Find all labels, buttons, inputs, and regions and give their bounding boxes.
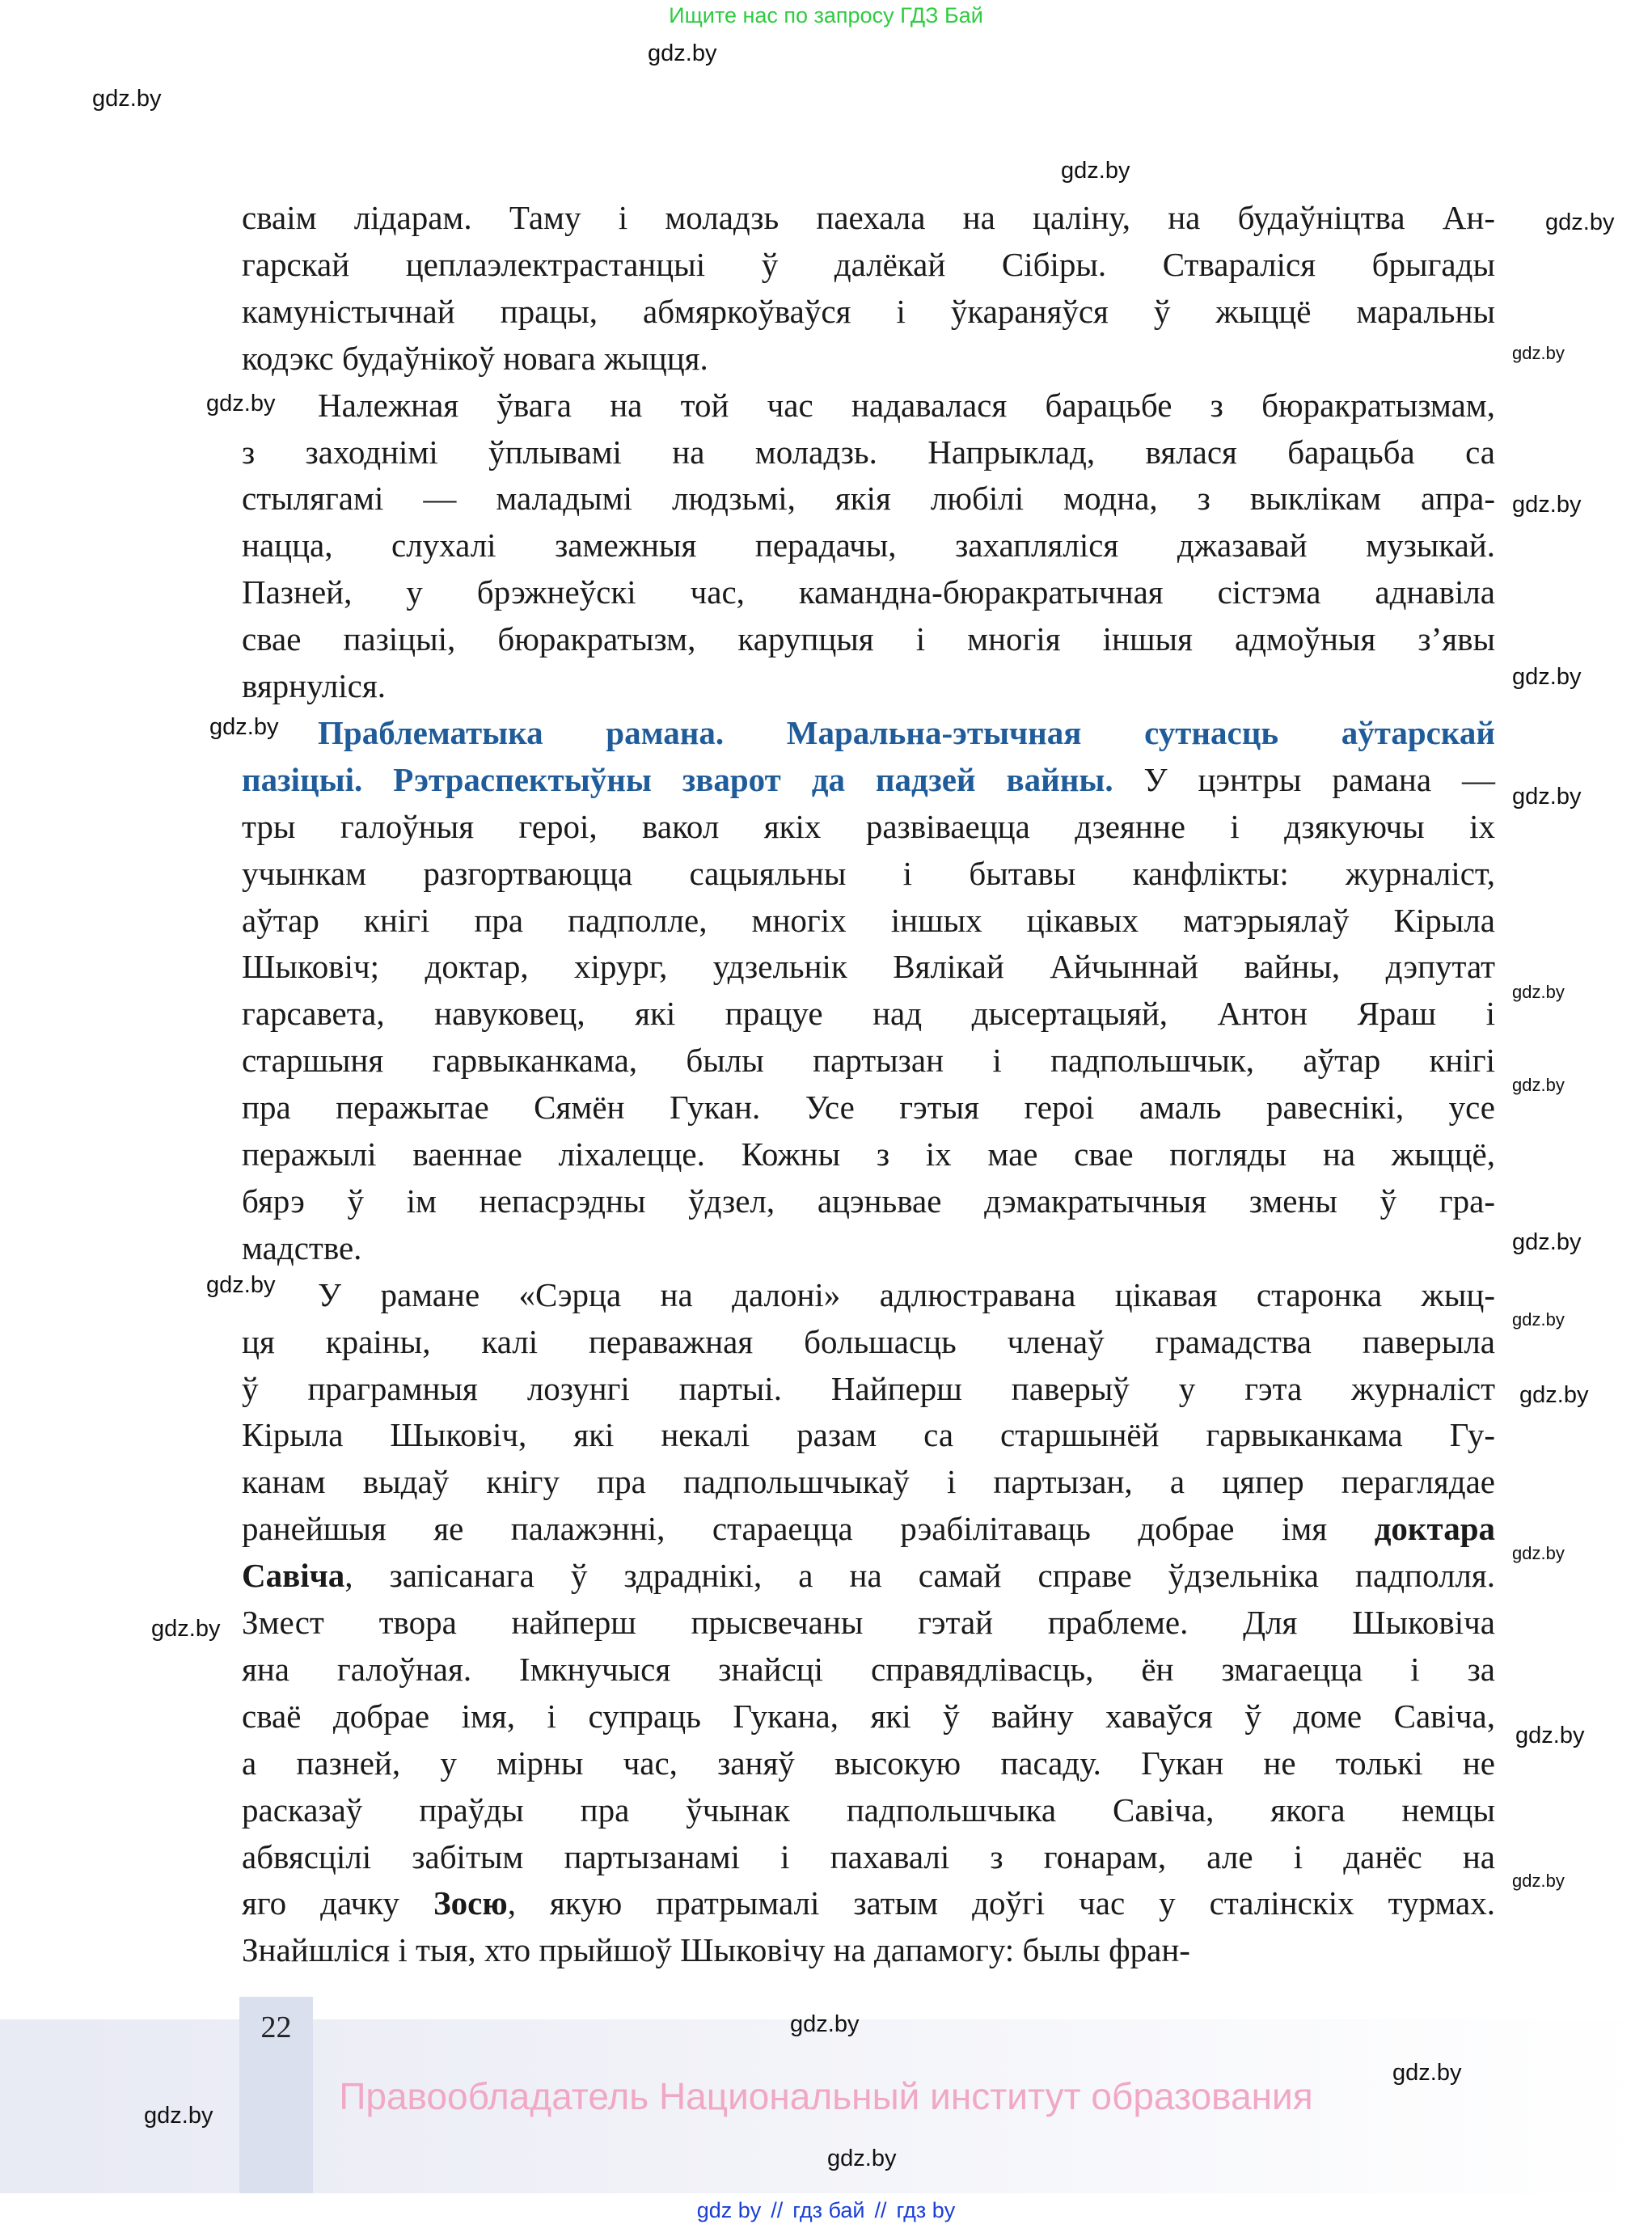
section-heading: Праблематыка рамана. Маральна-этычная сутнасць аўтарскай <box>318 713 1495 751</box>
text-line <box>242 1646 1495 1693</box>
text-line <box>242 1786 1495 1833</box>
text-line <box>242 850 1495 897</box>
text-segment: канам выдаў кнігу пра падпольшчыкаў і партызан, а цяпер пераглядае <box>242 1463 1495 1501</box>
text-segment: нацца, слухалі замежныя перадачы, захапляліся джазавай музыкай. <box>242 526 1495 564</box>
watermark: gdz.by <box>144 2103 213 2129</box>
text-line <box>318 1271 1495 1318</box>
text-segment: перажылі ваеннае ліхалецце. Кожны з іх мае свае погляды на жыццё, <box>242 1135 1495 1173</box>
text-line <box>242 288 1495 335</box>
bottom-links <box>0 2198 1652 2223</box>
text-line <box>242 1318 1495 1365</box>
watermark: gdz.by <box>1512 1309 1565 1330</box>
text-line <box>242 1178 1495 1224</box>
text-line <box>242 1365 1495 1412</box>
watermark: gdz.by <box>1515 1723 1585 1748</box>
text-line <box>242 1926 1495 1973</box>
text-line <box>242 429 1495 476</box>
watermark: gdz.by <box>1392 2060 1462 2086</box>
text-line <box>242 1505 1495 1552</box>
text-line <box>242 990 1495 1037</box>
text-segment: , запісанага ў здраднікі, а на самай справе ўдзельніка падполля. <box>344 1557 1495 1595</box>
watermark: gdz.by <box>1512 664 1582 690</box>
watermark: gdz.by <box>92 86 162 112</box>
text-line <box>242 475 1495 522</box>
watermark: gdz.by <box>648 40 717 66</box>
text-line <box>242 1879 1495 1926</box>
text-segment: кодэкс будаўнікоў новага жыцця. <box>242 339 708 377</box>
watermark: gdz.by <box>1512 1229 1582 1255</box>
text-line <box>318 709 1495 756</box>
text-segment: стылягамі — маладымі людзьмі, якія любілі модна, з выклікам апра- <box>242 480 1495 518</box>
text-segment: ў праграмныя лозунгі партыі. Найперш паверыў у гэта журналіст <box>242 1369 1495 1407</box>
watermark: gdz.by <box>206 391 276 416</box>
text-line <box>242 569 1495 615</box>
watermark: gdz.by <box>1545 209 1615 235</box>
text-segment: расказаў праўды пра ўчынак падпольшчыка Савіча, якога немцы <box>242 1791 1495 1829</box>
separator: // <box>771 2198 784 2222</box>
watermark: gdz.by <box>209 714 279 740</box>
text-line <box>242 1224 1495 1271</box>
link-gdz-by[interactable]: gdz by <box>696 2198 762 2222</box>
watermark: gdz.by <box>1512 784 1582 810</box>
text-line <box>242 522 1495 569</box>
bold-name: Зосю <box>433 1884 508 1922</box>
text-segment: старшыня гарвыканкама, былы партызан і падпольшчык, аўтар кнігі <box>242 1042 1495 1080</box>
text-line <box>242 897 1495 944</box>
text-segment: У цэнтры рамана — <box>1113 760 1495 798</box>
watermark: gdz.by <box>1512 1075 1565 1095</box>
text-segment: ранейшыя яе палажэнні, стараецца рэабілітаваць добрае імя <box>242 1510 1375 1548</box>
text-segment: Належная ўвага на той час надавалася барацьбе з бюракратызмам, <box>318 386 1495 424</box>
text-segment: гарсавета, навуковец, які працуе над дысертацыяй, Антон Яраш і <box>242 995 1495 1033</box>
text-segment: яго дачку <box>242 1884 434 1922</box>
text-segment: з заходнімі ўплывамі на моладзь. Напрыклад, вялася барацьба са <box>242 433 1495 471</box>
section-heading: пазіцыі. Рэтраспектыўны зварот да падзей вайны. <box>242 760 1113 798</box>
text-line <box>242 615 1495 662</box>
link-gdz-by-2[interactable]: гдз by <box>896 2198 956 2222</box>
watermark: gdz.by <box>1512 982 1565 1002</box>
text-segment: Пазней, у брэжнеўскі час, камандна-бюракратычная сістэма аднавіла <box>242 573 1495 611</box>
text-segment: , якую пратрымалі затым доўгі час у сталінскіх турмах. <box>507 1884 1495 1922</box>
watermark: gdz.by <box>827 2146 897 2171</box>
text-segment: сваё добрае імя, і супраць Гукана, які ў вайну хаваўся ў доме Савіча, <box>242 1697 1495 1735</box>
text-line <box>242 1037 1495 1084</box>
text-line <box>242 1084 1495 1131</box>
text-line <box>242 1833 1495 1880</box>
text-segment: абвясцілі забітым партызанамі і пахавалі з гонарам, але і данёс на <box>242 1837 1495 1875</box>
text-line <box>242 803 1495 850</box>
text-segment: бярэ ў ім непасрэдны ўдзел, ацэньвае дэмакратычныя змены ў гра- <box>242 1182 1495 1220</box>
watermark: gdz.by <box>1512 1543 1565 1563</box>
text-line <box>242 335 1495 382</box>
page-number: 22 <box>260 2010 292 2044</box>
text-line <box>242 1411 1495 1458</box>
text-segment: У рамане «Сэрца на далоні» адлюстравана цікавая старонка жыц- <box>318 1275 1495 1313</box>
text-line <box>242 1458 1495 1505</box>
text-line <box>242 1599 1495 1646</box>
watermark: gdz.by <box>1512 1871 1565 1891</box>
text-segment: камуністычнай працы, абмяркоўваўся і ўкараняўся ў жыццё маральны <box>242 292 1495 330</box>
text-segment: Знайшліся і тыя, хто прыйшоў Шыковічу на дапамогу: былы фран- <box>242 1931 1190 1969</box>
watermark: gdz.by <box>1512 343 1565 363</box>
text-segment: сваім лідарам. Таму і моладзь паехала на цаліну, на будаўніцтва Ан- <box>242 199 1495 236</box>
text-segment: гарскай цеплаэлектрастанцыі ў далёкай Сібіры. Стварaліся брыгады <box>242 245 1495 283</box>
text-segment: свае пазіцыі, бюракратызм, карупцыя і многія іншыя адмоўныя з’явы <box>242 620 1495 658</box>
text-segment: Кірыла Шыковіч, які некалі разам са старшынёй гарвыканкама Гу- <box>242 1416 1495 1454</box>
text-line <box>242 241 1495 288</box>
text-line <box>242 1131 1495 1178</box>
text-segment: аўтар кнігі пра падполле, многіх іншых цікавых матэрыялаў Кірыла <box>242 901 1495 939</box>
bold-name: Савіча <box>242 1557 345 1595</box>
text-segment: учынкам разгортваюцца сацыяльны і бытавы канфлікты: журналіст, <box>242 854 1495 892</box>
watermark: gdz.by <box>1061 158 1130 184</box>
text-segment: а пазней, у мірны час, заняў высокую пасаду. Гукан не толькі не <box>242 1744 1495 1782</box>
watermark: gdz.by <box>1519 1382 1589 1408</box>
text-line <box>242 1552 1495 1599</box>
text-line <box>242 662 1495 709</box>
link-gdz-bai[interactable]: гдз бай <box>792 2198 865 2222</box>
text-line <box>242 1740 1495 1786</box>
text-segment: вярнуліся. <box>242 667 386 704</box>
text-segment: мадстве. <box>242 1228 362 1266</box>
watermark: gdz.by <box>151 1616 221 1642</box>
text-line <box>242 943 1495 990</box>
top-search-note: Ищите нас по запросу ГДЗ Бай <box>669 3 983 27</box>
text-segment: ця краіны, калі пераважная большасць членаў грамадства паверыла <box>242 1322 1495 1360</box>
watermark: gdz.by <box>1512 492 1582 518</box>
bold-name: доктара <box>1374 1510 1495 1548</box>
text-line <box>318 382 1495 429</box>
text-segment: яна галоўная. Імкнучыся знайсці справядлівасць, ён змагаецца і за <box>242 1650 1495 1688</box>
text-segment: Шыковіч; доктар, хірург, удзельнік Вялікай Айчыннай вайны, дэпутат <box>242 948 1495 986</box>
watermark: gdz.by <box>790 2011 860 2037</box>
text-segment: тры галоўныя героі, вакол якіх развіваецца дзеянне і дзякуючы іх <box>242 807 1495 845</box>
copyright-notice: Правообладатель Национальный институт образования <box>339 2075 1313 2117</box>
text-line <box>242 756 1495 803</box>
text-segment: Змест твора найперш прысвечаны гэтай праблеме. Для Шыковіча <box>242 1604 1495 1641</box>
watermark: gdz.by <box>206 1272 276 1298</box>
separator: // <box>874 2198 887 2222</box>
text-line <box>242 1693 1495 1740</box>
text-segment: пра перажытае Сямён Гукан. Усе гэтыя героі амаль равеснікі, усе <box>242 1089 1495 1127</box>
text-line <box>242 194 1495 241</box>
